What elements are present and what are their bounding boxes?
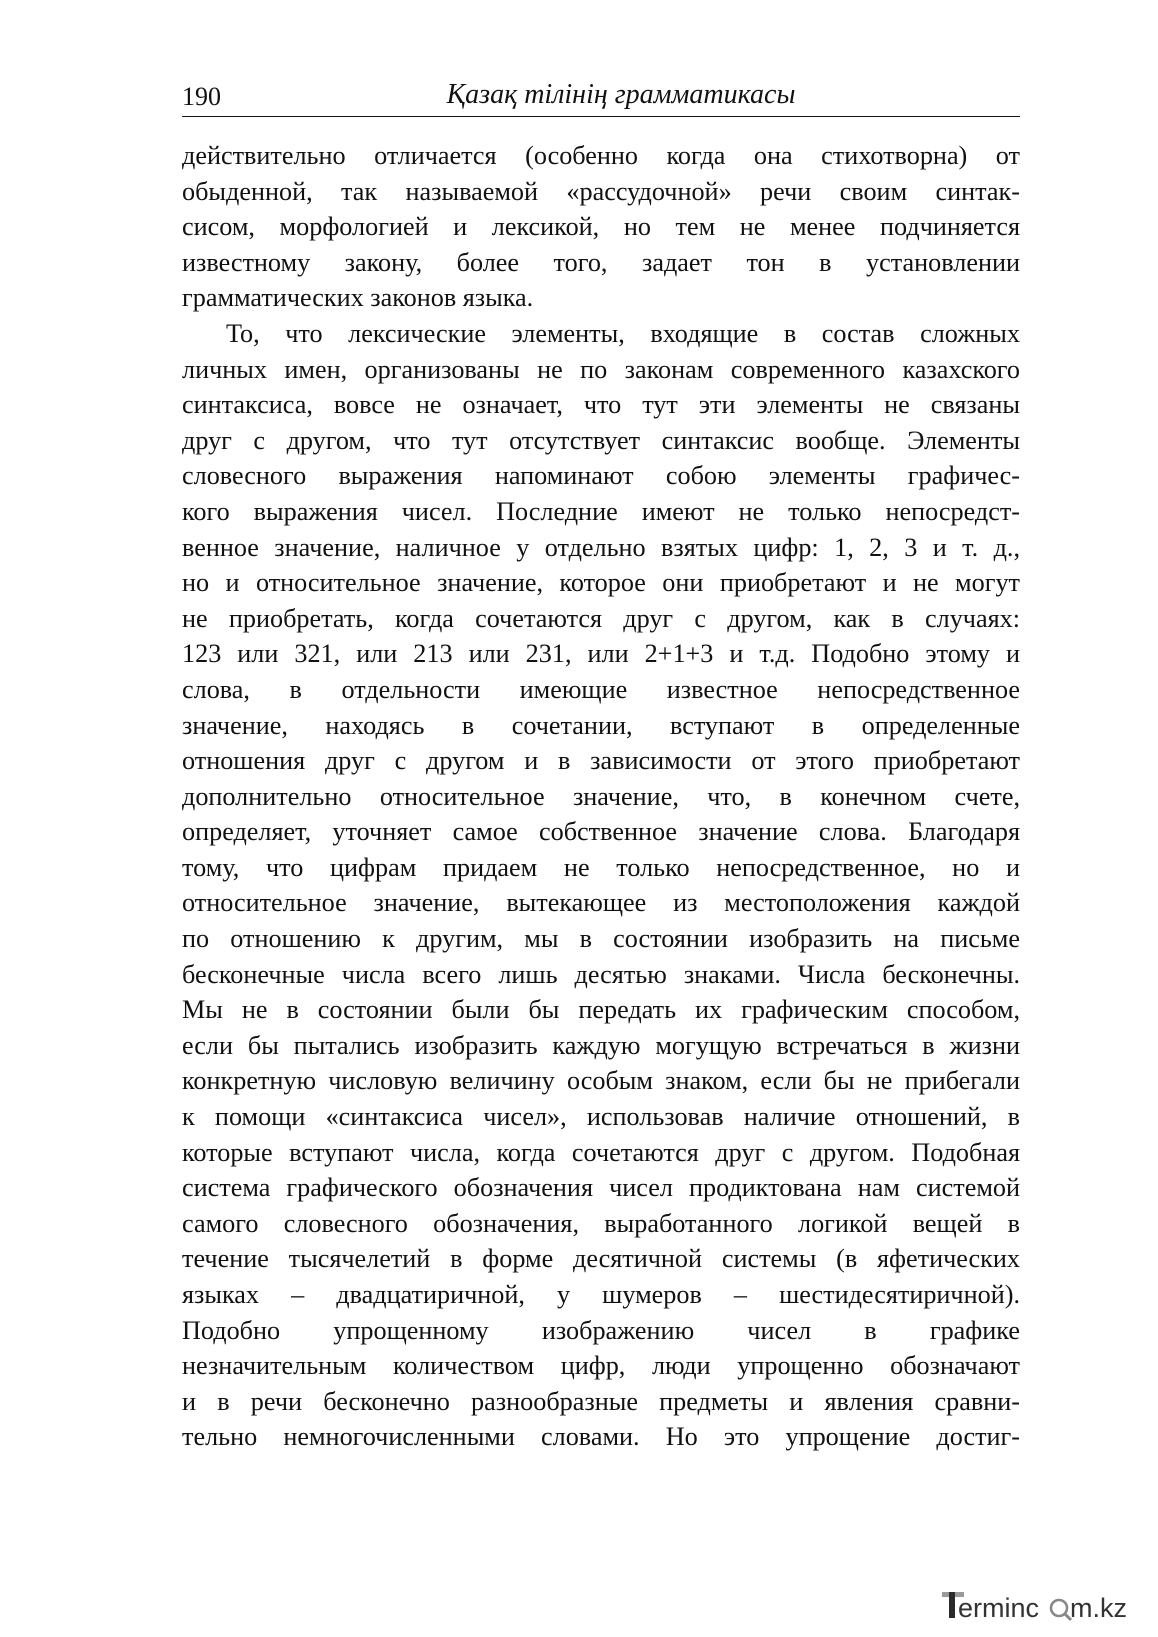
text-line: течение тысячелетий в форме десятичной системы (в яфетических bbox=[182, 1244, 1020, 1274]
text-line: 123 или 321, или 213 или 231, или 2+1+3 и т.д. Подобно этому и bbox=[182, 639, 1020, 669]
page-number: 190 bbox=[182, 82, 221, 111]
text-line: относительное значение, вытекающее из местоположения каждой bbox=[182, 888, 1020, 918]
text-line: значение, находясь в сочетании, вступают в определенные bbox=[182, 710, 1020, 740]
watermark-logo bbox=[940, 1586, 1140, 1626]
text-line: сисом, морфологией и лексикой, но тем не менее подчиняется bbox=[182, 212, 1020, 242]
text-line: синтаксиса, вовсе не означает, что тут эти элементы не связаны bbox=[182, 390, 1020, 420]
text-line: слова, в отдельности имеющие известное непосредственное bbox=[182, 674, 1020, 704]
text-line: незначительным количеством цифр, люди упрощенно обозначают bbox=[182, 1351, 1020, 1381]
text-line: языках – двадцатиричной, у шумеров – шестидесятиричной). bbox=[182, 1280, 1020, 1309]
text-line: бесконечные числа всего лишь десятью знаками. Числа бесконечны. bbox=[182, 959, 1020, 989]
text-line: словесного выражения напоминают собою элементы графичес- bbox=[182, 461, 1020, 491]
text-line: кого выражения чисел. Последние имеют не только непосредст- bbox=[182, 496, 1020, 526]
text-line: известному закону, более того, задает тон в установлении bbox=[182, 247, 1020, 277]
text-line: система графического обозначения чисел продиктована нам системой bbox=[182, 1173, 1020, 1203]
text-line: обыденной, так называемой «рассудочной» речи своим синтак- bbox=[182, 176, 1020, 206]
svg-text:m.kz: m.kz bbox=[1070, 1593, 1127, 1623]
text-line: действительно отличается (особенно когда она стихотворна) от bbox=[182, 141, 1020, 170]
text-line: к помощи «синтаксиса чисел», использовав наличие отношений, в bbox=[182, 1102, 1020, 1132]
text-line: личных имен, организованы не по законам современного казахского bbox=[182, 354, 1020, 384]
text-line: но и относительное значение, которое они приобретают и не могут bbox=[182, 568, 1020, 598]
text-line: То, что лексические элементы, входящие в состав сложных bbox=[226, 318, 1020, 348]
text-line: тому, что цифрам придаем не только непосредственное, но и bbox=[182, 852, 1020, 882]
text-line: Подобно упрощенному изображению чисел в графике bbox=[182, 1315, 1020, 1345]
text-line: и в речи бесконечно разнообразные предметы и явления сравни- bbox=[182, 1386, 1020, 1416]
text-line: по отношению к другим, мы в состоянии изобразить на письме bbox=[182, 924, 1020, 954]
text-line: которые вступают числа, когда сочетаются друг с другом. Подобная bbox=[182, 1137, 1020, 1167]
page-header bbox=[182, 80, 1020, 117]
body-text bbox=[182, 138, 1020, 1455]
text-line: друг с другом, что тут отсутствует синтаксис вообще. Элементы bbox=[182, 425, 1020, 455]
text-line: тельно немногочисленными словами. Но это упрощение достиг- bbox=[182, 1422, 1020, 1452]
text-line: Мы не в состоянии были бы передать их графическим способом, bbox=[182, 995, 1020, 1025]
running-title: Қазақ тілінің грамматикасы bbox=[446, 79, 796, 110]
text-line: грамматических законов языка. bbox=[182, 283, 534, 313]
text-line: конкретную числовую величину особым знаком, если бы не прибегали bbox=[182, 1066, 1020, 1096]
text-line: венное значение, наличное у отдельно взятых цифр: 1, 2, 3 и т. д., bbox=[182, 532, 1020, 562]
text-line: не приобретать, когда сочетаются друг с другом, как в случаях: bbox=[182, 603, 1020, 633]
text-line: определяет, уточняет самое собственное значение слова. Благодаря bbox=[182, 817, 1020, 847]
text-line: самого словесного обозначения, выработанного логикой вещей в bbox=[182, 1208, 1020, 1238]
svg-text:erminc: erminc bbox=[958, 1593, 1040, 1623]
text-line: дополнительно относительное значение, что, в конечном счете, bbox=[182, 781, 1020, 811]
text-line: отношения друг с другом и в зависимости от этого приобретают bbox=[182, 746, 1020, 776]
watermark-logo-icon bbox=[940, 1586, 1140, 1626]
text-line: если бы пытались изобразить каждую могущую встречаться в жизни bbox=[182, 1030, 1020, 1060]
